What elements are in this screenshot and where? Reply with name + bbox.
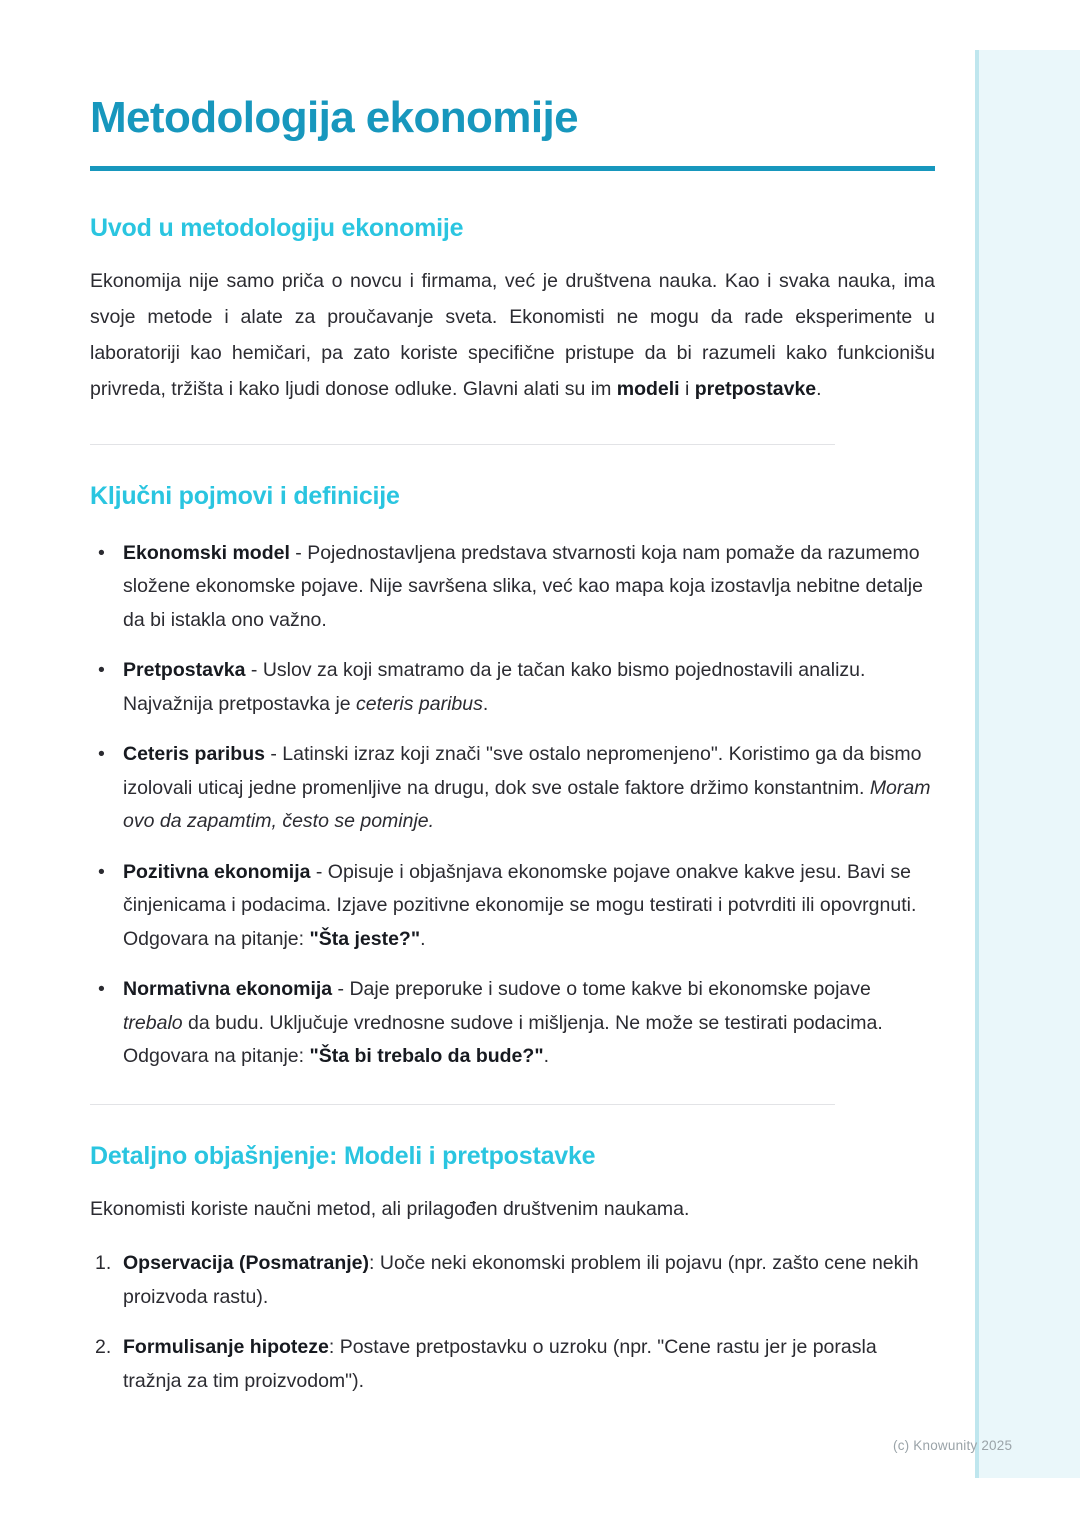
list-item [90,856,935,957]
list-item [90,537,935,638]
term-body-after: . [482,692,489,715]
intro-text-part2: i [679,378,695,401]
term-body-after: . [543,1045,549,1068]
decorative-side-panel [975,50,1080,1478]
page-title: Metodologija ekonomije [90,93,578,142]
term-bold-tail: "Šta bi trebalo da bude?" [309,1045,544,1068]
term-label: Normativna ekonomija [123,978,333,1001]
document-content [90,0,935,1398]
step-label: Opservacija (Posmatranje) [123,1252,370,1275]
term-body: - Pojednostavljena predstava stvarnosti koja nam pomaže da razumemo složene ekonomske pojave. Nije savršena slika, već kao mapa koja izostavlja nebitne detalje da bi istakla ono važno. [123,541,923,631]
list-item [90,654,935,721]
term-body: - Opisuje i objašnjava ekonomske pojave onakve kakve jesu. Bavi se činjenicama i podacima. Izjave pozitivne ekonomije se mogu testirati i potvrditi ili opovrgnuti. Odgovara na pitanje: [123,860,917,950]
bullet-marker-icon: • [98,541,105,564]
term-body-after: . [420,927,426,950]
term-italic: trebalo [123,1011,183,1034]
section-heading-intro: Uvod u metodologiju ekonomije [90,214,464,243]
key-terms-list [90,537,935,1074]
intro-bold-modeli: modeli [616,378,680,401]
scientific-method-steps-list [90,1247,935,1398]
intro-text-part1: Ekonomija nije samo priča o novcu i firmama, već je društvena nauka. Kao i svaka nauka, ima svoje metode i alate za proučavanje sveta. Ekonomisti ne mogu da rade eksperimente u laboratoriji kao hemičari, pa zato koriste specifične pristupe da bi razumeli kako funkcionišu privreda, tržišta i kako ljudi donose odluke. Glavni alati su im [90,270,935,401]
term-bold-tail: "Šta jeste?" [309,927,421,950]
term-label: Pretpostavka [123,659,246,682]
copyright-watermark: (c) Knowunity 2025 [893,1438,1013,1453]
bullet-marker-icon: • [98,978,105,1001]
ordinal-marker: 1. [95,1252,112,1275]
term-body-mid: da budu. Uključuje vrednosne sudove i mišljenja. Ne može se testirati podacima. Odgovara na pitanje: [123,1011,883,1068]
step-body: : Uoče neki ekonomski problem ili pojavu (npr. zašto cene nekih proizvoda rastu). [123,1252,919,1308]
list-item [90,973,935,1074]
list-item [90,1331,935,1398]
list-item [90,1247,935,1314]
section-heading-key-terms: Ključni pojmovi i definicije [90,481,400,510]
detailed-lead-paragraph: Ekonomisti koriste naučni metod, ali prilagođen društvenim naukama. [90,1197,690,1220]
term-italic: ceteris paribus [356,692,483,715]
intro-bold-pretpostavke: pretpostavke [694,378,817,401]
bullet-marker-icon: • [98,743,105,766]
intro-text-part3: . [816,378,822,401]
list-item [90,738,935,839]
bullet-marker-icon: • [98,659,105,682]
term-body: - Daje preporuke i sudove o tome kakve bi ekonomske pojave [332,978,871,1001]
term-label: Pozitivna ekonomija [123,860,311,883]
intro-paragraph [90,263,935,407]
ordinal-marker: 2. [95,1336,112,1359]
bullet-marker-icon: • [98,860,105,883]
term-italic-note: Moram ovo da zapamtim, često se pominje. [123,776,931,833]
term-label: Ceteris paribus [123,743,265,766]
step-body: : Postave pretpostavku o uzroku (npr. "Cene rastu jer je porasla tražnja za tim proizvodom"). [123,1336,877,1392]
term-body: - Uslov za koji smatramo da je tačan kako bismo pojednostavili analizu. Najvažnija pretpostavka je [123,659,866,715]
section-heading-detailed: Detaljno objašnjenje: Modeli i pretpostavke [90,1141,596,1170]
term-body: - Latinski izraz koji znači "sve ostalo nepromenjeno". Koristimo ga da bismo izolovali uticaj jedne promenljive na drugu, dok sve ostale faktore držimo konstantnim. [123,743,922,799]
step-label: Formulisanje hipoteze [123,1336,329,1359]
term-label: Ekonomski model [123,541,290,564]
